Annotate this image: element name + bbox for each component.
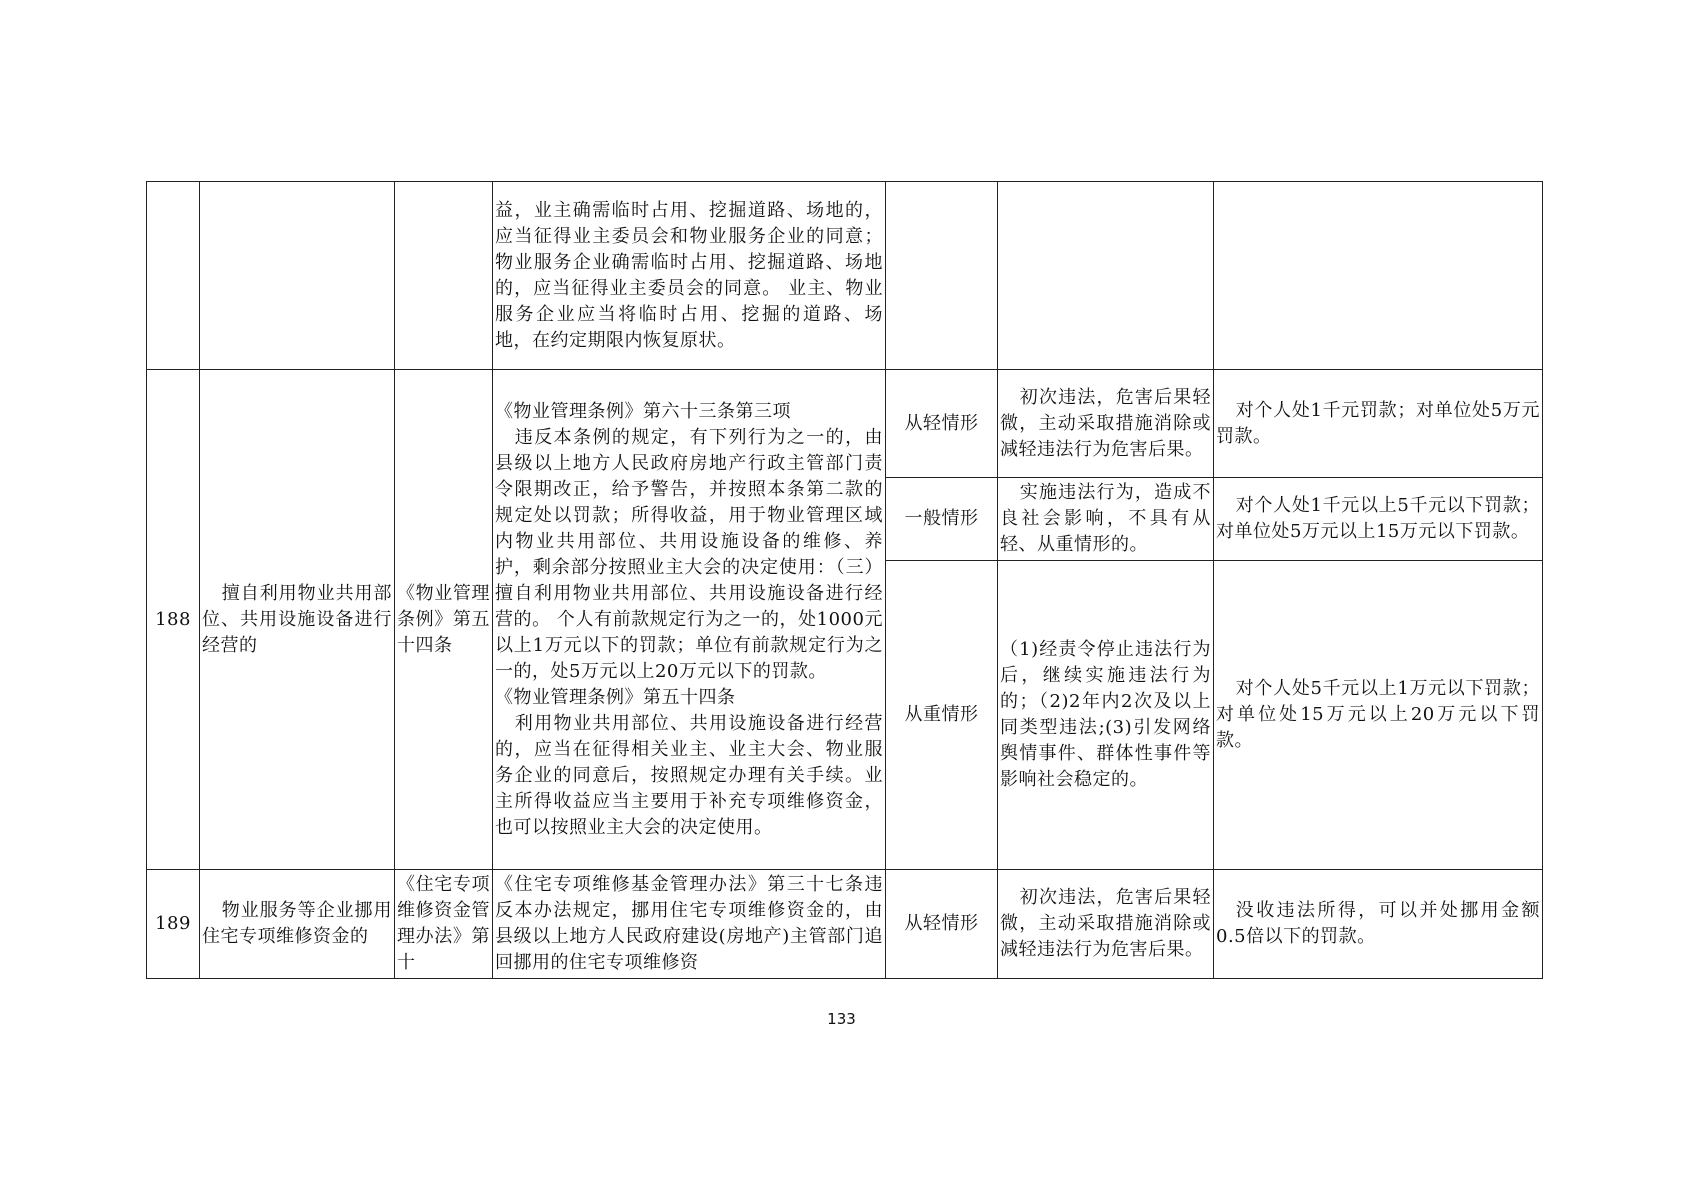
discretion-condition: 初次违法，危害后果轻微，主动采取措施消除或减轻违法行为危害后果。	[998, 870, 1214, 979]
discretion-level: 从轻情形	[886, 870, 998, 979]
table-row-188	[147, 370, 1543, 478]
discretion-penalty: 对个人处5千元以上1万元以下罚款；对单位处15万元以上20万元以下罚款。	[1214, 561, 1543, 870]
penalty-discretion-table	[146, 181, 1543, 979]
discretion-level: 一般情形	[886, 478, 998, 561]
discretion-penalty: 对个人处1千元罚款；对单位处5万元罚款。	[1214, 370, 1543, 478]
basis-paragraph: 《住宅专项维修基金管理办法》第三十七条违反本办法规定，挪用住宅专项维修资金的，由县级以上地方人民政府建设(房地产)主管部门追回挪用的住宅专项维修资	[495, 874, 883, 973]
discretion-condition: 实施违法行为，造成不良社会影响，不具有从轻、从重情形的。	[998, 478, 1214, 561]
row-number: 189	[147, 870, 200, 979]
page-number: 133	[827, 1010, 856, 1028]
violation-name: 擅自利用物业共用部位、共用设施设备进行经营的	[200, 370, 395, 870]
basis-paragraph: 《物业管理条例》第五十四条	[495, 686, 736, 708]
discretion-condition: （1)经责令停止违法行为后，继续实施违法行为的；（2)2年内2次及以上同类型违法;(3)引发网络舆情事件、群体性事件等影响社会稳定的。	[998, 561, 1214, 870]
row-number: 188	[147, 370, 200, 870]
discretion-penalty: 对个人处1千元以上5千元以下罚款；对单位处5万元以上15万元以下罚款。	[1214, 478, 1543, 561]
legal-basis-ref: 《住宅专项维修资金管理办法》第十	[395, 870, 493, 979]
legal-basis-ref: 《物业管理条例》第五十四条	[395, 370, 493, 870]
legal-basis-text	[493, 870, 886, 979]
name-cell	[200, 182, 395, 370]
discretion-penalty: 没收违法所得，可以并处挪用金额0.5倍以下的罚款。	[1214, 870, 1543, 979]
level-cell	[886, 182, 998, 370]
basis-cell: 益，业主确需临时占用、挖掘道路、场地的，应当征得业主委员会和物业服务企业的同意；物业服务企业确需临时占用、挖掘道路、场地的，应当征得业主委员会的同意。 业主、物业服务企业应当将临时占用、挖掘的道路、场地，在约定期限内恢复原状。	[493, 182, 886, 370]
discretion-condition: 初次违法，危害后果轻微，主动采取措施消除或减轻违法行为危害后果。	[998, 370, 1214, 478]
basis-paragraph: 违反本条例的规定，有下列行为之一的，由县级以上地方人民政府房地产行政主管部门责令限期改正，给予警告，并按照本条第二款的规定处以罚款；所得收益，用于物业管理区域内物业共用部位、共用设施设备的维修、养护，剩余部分按照业主大会的决定使用：（三）擅自利用物业共用部位、共用设施设备进行经营的。 个人有前款规定行为之一的，处1000元以上1万元以下的罚款；单位有前款规定行为之一的，处5万元以上20万元以下的罚款。	[495, 426, 883, 682]
penalty-cell	[1214, 182, 1543, 370]
discretion-level: 从轻情形	[886, 370, 998, 478]
table-row-continuation	[147, 182, 1543, 370]
basis-paragraph: 利用物业共用部位、共用设施设备进行经营的，应当在征得相关业主、业主大会、物业服务企业的同意后，按照规定办理有关手续。业主所得收益应当主要用于补充专项维修资金，也可以按照业主大会的决定使用。	[495, 712, 883, 838]
condition-cell	[998, 182, 1214, 370]
basis-ref-cell	[395, 182, 493, 370]
basis-paragraph: 《物业管理条例》第六十三条第三项	[495, 400, 791, 422]
legal-basis-text	[493, 370, 886, 870]
num-cell	[147, 182, 200, 370]
table-row-189	[147, 870, 1543, 979]
discretion-level: 从重情形	[886, 561, 998, 870]
violation-name: 物业服务等企业挪用住宅专项维修资金的	[200, 870, 395, 979]
